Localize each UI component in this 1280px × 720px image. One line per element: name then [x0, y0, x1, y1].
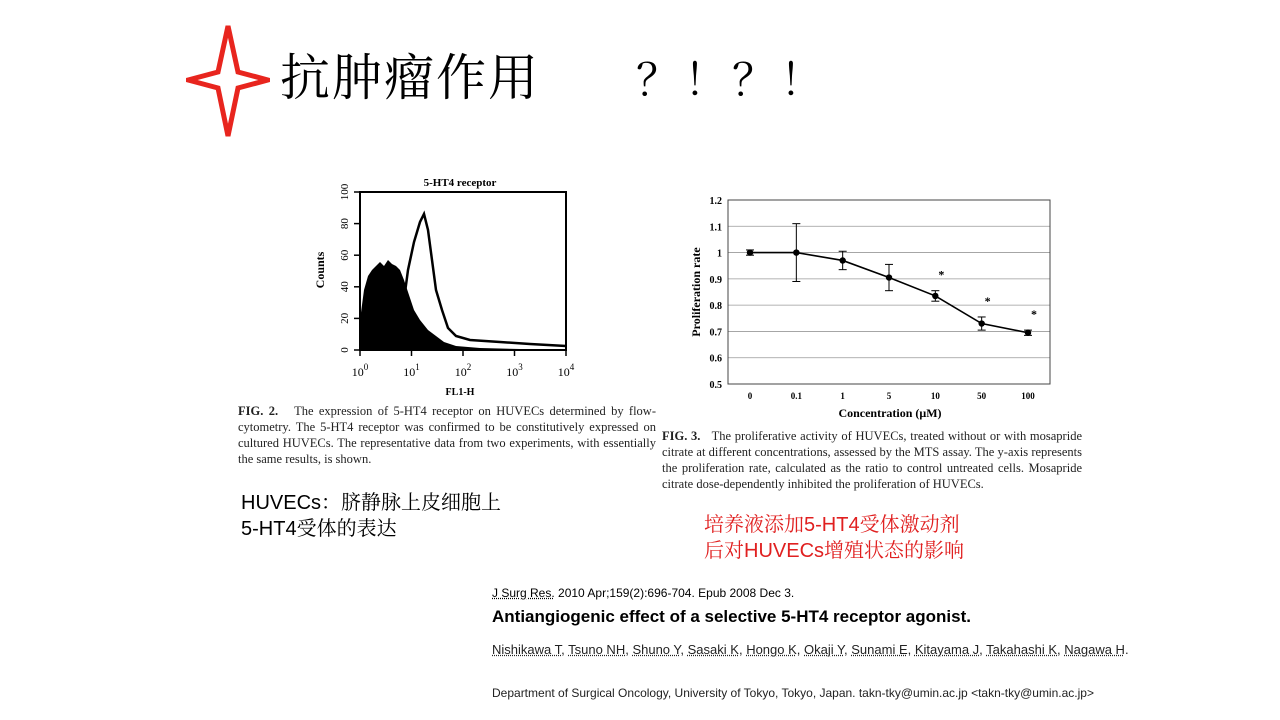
author-link[interactable]: Nishikawa T	[492, 642, 562, 657]
author-link[interactable]: Hongo K	[746, 642, 797, 657]
chart-xticks	[748, 391, 1036, 401]
chart-ytick-label: 1	[717, 248, 722, 260]
histogram-ytick-label: 20	[339, 312, 351, 324]
four-point-star-icon	[186, 24, 270, 140]
histogram-ytick-label: 40	[339, 281, 351, 293]
histogram-xtick-label: $10^4$	[557, 362, 575, 379]
histogram-ytick-label: 80	[339, 218, 351, 230]
fig2-caption-text: The expression of 5-HT4 receptor on HUVECs determined by flow-cytometry. The 5-HT4 receptor was confirmed to be constitutively expressed on cultured HUVECs. The representative data from two experiments, with essentially the same results, is shown.	[238, 404, 656, 466]
author-link[interactable]: Sunami E	[851, 642, 908, 657]
histogram-ytick-label: 0	[339, 347, 351, 353]
histogram-xlabel: FL1-H	[445, 387, 475, 398]
histogram-ylabel: Counts	[313, 251, 327, 289]
left-annotation	[241, 490, 501, 542]
left-annotation-line2: 5-HT4受体的表达	[241, 518, 397, 540]
chart-ytick-label: 1.2	[709, 196, 722, 207]
fig3-caption	[662, 428, 1082, 492]
chart-yticks	[710, 196, 723, 391]
significance-marker: *	[938, 267, 945, 282]
author-link[interactable]: Sasaki K	[687, 642, 739, 657]
chart-gridlines	[728, 200, 1050, 384]
histogram-xtick-label: $10^2$	[454, 362, 472, 379]
citation-details: 2010 Apr;159(2):696-704. Epub 2008 Dec 3.	[554, 586, 795, 600]
article-title: Antiangiogenic effect of a selective 5-HT4 receptor agonist.	[492, 607, 971, 626]
right-annotation-line2: 后对HUVECs增殖状态的影响	[704, 540, 965, 562]
flow-cytometry-histogram	[300, 170, 590, 402]
data-point	[839, 257, 845, 263]
chart-ytick-label: 0.9	[709, 274, 722, 286]
chart-xtick-label: 50	[977, 391, 987, 401]
histogram-xtick-label: $10^1$	[403, 362, 420, 379]
histogram-yticks	[339, 183, 360, 353]
chart-plot-frame	[728, 200, 1050, 384]
right-annotation	[704, 512, 964, 564]
proliferation-line-chart	[680, 188, 1070, 424]
chart-ytick-label: 0.6	[709, 353, 722, 365]
histogram-xtick-label: $10^0$	[351, 362, 369, 379]
fig2-caption	[238, 403, 656, 467]
chart-xtick-label: 10	[930, 391, 940, 401]
right-annotation-line1: 培养液添加5-HT4受体激动剂	[704, 514, 960, 536]
chart-xlabel: Concentration (μM)	[838, 406, 942, 420]
histogram-ytick-label: 100	[339, 183, 351, 201]
chart-ytick-label: 1.1	[709, 222, 722, 234]
significance-marker: *	[984, 293, 991, 308]
author-link[interactable]: Takahashi K	[986, 642, 1057, 657]
journal-link[interactable]: J Surg Res.	[492, 586, 555, 600]
chart-xtick-label: 1	[840, 391, 845, 401]
chart-xtick-label: 5	[886, 391, 892, 401]
journal-citation	[492, 586, 794, 600]
chart-xtick-label: 0	[747, 391, 753, 401]
chart-ylabel: Proliferation rate	[689, 247, 703, 337]
histogram-xtick-label: $10^3$	[506, 362, 523, 379]
chart-xtick-label: 100	[1021, 391, 1035, 401]
control-histogram-fill	[360, 260, 566, 350]
title-exclamation-marks: ？！？！	[636, 55, 828, 106]
histogram-xticks	[352, 350, 575, 379]
author-link[interactable]: Kitayama J	[914, 642, 980, 657]
significance-marker: *	[1031, 307, 1037, 322]
author-link[interactable]: Tsuno NH	[568, 642, 626, 657]
chart-ytick-label: 0.7	[709, 327, 722, 339]
data-point	[747, 249, 753, 255]
author-link[interactable]: Shuno Y	[632, 642, 681, 657]
author-list: Nishikawa T, Tsuno NH, Shuno Y, Sasaki K, Hongo K, Okaji Y, Sunami E, Kitayama J, Takahashi K, Nagawa H.	[492, 642, 1129, 657]
affiliation: Department of Surgical Oncology, University of Tokyo, Tokyo, Japan. takn-tky@umin.ac.jp <takn-tky@umin.ac.jp>	[492, 686, 1094, 700]
fig2-caption-label: FIG. 2.	[238, 404, 279, 418]
data-point	[886, 274, 892, 280]
author-link[interactable]: Nagawa H	[1064, 642, 1125, 657]
slide-title: 抗肿瘤作用	[280, 49, 540, 107]
chart-ytick-label: 0.5	[709, 380, 722, 391]
data-point	[1025, 330, 1031, 336]
left-annotation-line1: HUVECs：脐静脉上皮细胞上	[241, 492, 502, 514]
chart-xtick-label: 0.1	[790, 391, 802, 401]
chart-series	[746, 224, 1037, 336]
fig3-caption-text: The proliferative activity of HUVECs, treated without or with mosapride citrate at different concentrations, assessed by the MTS assay. The y-axis represents the proliferation rate, calculated as the ratio to control untreated cells. Mosapride citrate dose-dependently inhibited the proliferation of HUVECs.	[662, 429, 1082, 491]
histogram-ytick-label: 60	[339, 249, 351, 261]
fig3-caption-label: FIG. 3.	[662, 429, 701, 443]
data-point	[978, 320, 984, 326]
chart-ytick-label: 0.8	[709, 301, 722, 313]
histogram-title: 5-HT4 receptor	[423, 177, 497, 189]
author-link[interactable]: Okaji Y	[804, 642, 845, 657]
data-point	[932, 293, 938, 299]
data-point	[793, 249, 799, 255]
